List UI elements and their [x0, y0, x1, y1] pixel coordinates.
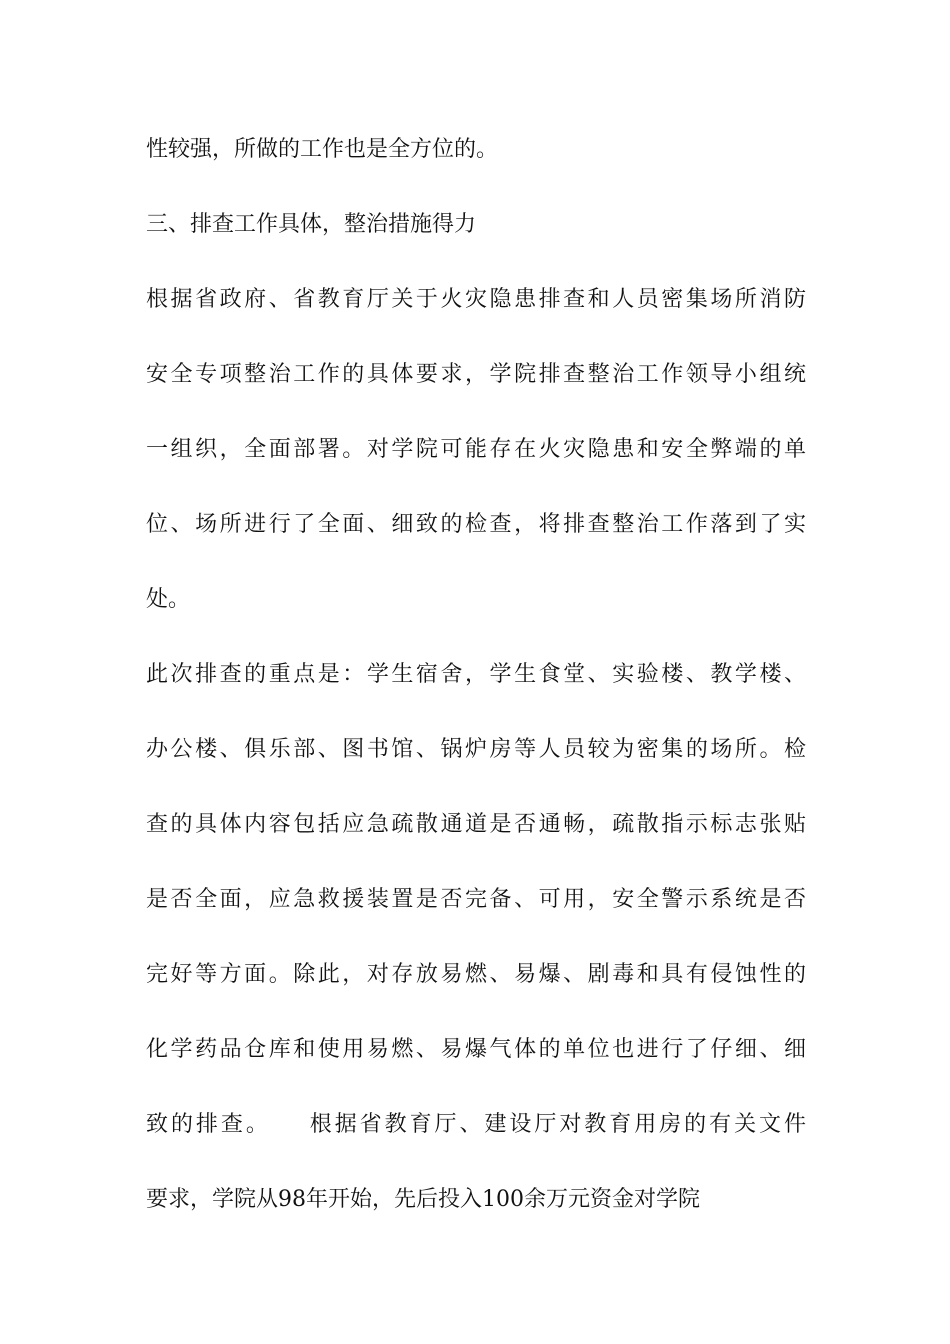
text-line: 处。: [146, 587, 191, 612]
text-line: 致的排查。 根据省教育厅、建设厅对教育用房的有关文件: [146, 1112, 806, 1137]
text-line: 办公楼、俱乐部、图书馆、锅炉房等人员较为密集的场所。检: [146, 737, 806, 762]
text-line: 安全专项整治工作的具体要求，学院排查整治工作领导小组统: [146, 362, 806, 387]
text-line: 位、场所进行了全面、细致的检查，将排查整治工作落到了实: [146, 512, 806, 537]
text-line: 查的具体内容包括应急疏散通道是否通畅，疏散指示标志张贴: [146, 812, 806, 837]
text-line: 完好等方面。除此，对存放易燃、易爆、剧毒和具有侵蚀性的: [146, 962, 806, 987]
text-line: 是否全面，应急救援装置是否完备、可用，安全警示系统是否: [146, 887, 806, 912]
text-line: 一组织，全面部署。对学院可能存在火灾隐患和安全弊端的单: [146, 437, 806, 462]
text-line: 化学药品仓库和使用易燃、易爆气体的单位也进行了仔细、细: [146, 1037, 806, 1062]
text-line: 此次排查的重点是：学生宿舍，学生食堂、实验楼、教学楼、: [146, 662, 806, 687]
section-heading: 三、排查工作具体，整治措施得力: [146, 212, 477, 237]
text-line: 要求，学院从98年开始，先后投入100余万元资金对学院: [146, 1187, 700, 1212]
text-line: 根据省政府、省教育厅关于火灾隐患排查和人员密集场所消防: [146, 287, 806, 312]
text-line: 性较强，所做的工作也是全方位的。: [146, 137, 499, 162]
